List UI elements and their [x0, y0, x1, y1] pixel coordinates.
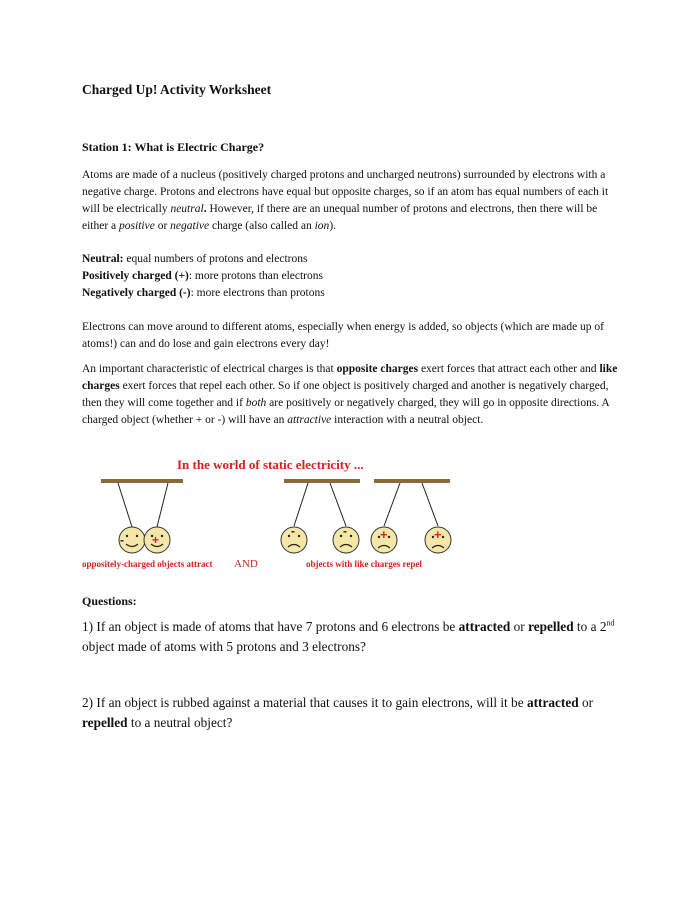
text-run: An important characteristic of electrical charges is that: [82, 363, 337, 375]
text-run: to a neutral object?: [127, 715, 233, 730]
charged-ball-negative: [281, 524, 307, 553]
definition-term: Positively charged (+): [82, 270, 189, 282]
charges-paragraph: [82, 361, 622, 429]
definition-text: : more protons than electrons: [188, 270, 323, 282]
questions-heading: Questions:: [82, 594, 137, 608]
charged-ball-negative: [119, 527, 145, 553]
text-run: 2) If an object is rubbed against a material that causes it to gain electrons, will it be: [82, 695, 527, 710]
station-heading: Station 1: What is Electric Charge?: [82, 140, 265, 154]
caption-attract: oppositely-charged objects attract: [82, 559, 213, 569]
page-title: Charged Up! Activity Worksheet: [82, 82, 272, 97]
definition-text: equal numbers of protons and electrons: [123, 253, 308, 265]
emphasis-positive: positive: [119, 220, 155, 232]
charge-sign: +: [380, 527, 388, 542]
text-run: to a 2: [573, 619, 607, 634]
definition-neutral: [82, 251, 325, 268]
emphasis-like-charges: like charges: [82, 363, 618, 392]
definition-negative: [82, 285, 325, 302]
text-run: or: [154, 220, 171, 232]
text-run: Atoms are made of a nucleus (positively charged protons and uncharged neutrons) surrounded by electrons with a negative charge. Protons and electrons have equal but opposite charges, so if an atom has equal numbers of each it will be electrically: [82, 169, 609, 215]
question-1: [82, 617, 622, 657]
text-run: exert forces that repel each other. So if one object is positively charged and another is negatively charged, then they will come together and if: [82, 380, 609, 409]
charge-sign: +: [434, 527, 442, 542]
emphasis-repelled: repelled: [528, 619, 574, 634]
charge-sign: -: [291, 524, 295, 538]
pendulum-string: [157, 483, 168, 527]
electrons-paragraph: Electrons can move around to different atoms, especially when energy is added, so objects (which are made up of atoms!) can and do lose and gain electrons every day!: [82, 321, 605, 350]
support-bar-middle: [284, 479, 360, 483]
text-run: are positively or negatively charged, they will go in opposite directions. A charged object (whether + or -) will have an: [82, 397, 610, 426]
emphasis-both: both: [245, 397, 267, 409]
pendulum-string: [422, 483, 438, 526]
pendulum-string: [118, 483, 132, 527]
intro-paragraph: [82, 167, 622, 235]
support-bar-left: [101, 479, 183, 483]
emphasis-neutral: neutral: [170, 203, 204, 215]
emphasis-attracted: attracted: [458, 619, 511, 634]
charge-sign: +: [152, 533, 160, 547]
period: .: [203, 203, 207, 215]
definition-term: Neutral:: [82, 253, 124, 265]
charged-ball-positive: [425, 527, 451, 553]
static-electricity-figure: [82, 456, 502, 576]
definition-text: : more electrons than protons: [190, 287, 325, 299]
charged-ball-positive: [144, 527, 170, 553]
emphasis-attracted: attracted: [526, 695, 579, 710]
text-run: 1) If an object is made of atoms that have 7 protons and 6 electrons be: [82, 619, 459, 634]
emphasis-attractive: attractive: [287, 414, 332, 426]
emphasis-repelled: repelled: [82, 715, 128, 730]
charge-sign: -: [343, 524, 347, 538]
support-bar-right: [374, 479, 450, 483]
question-2: [82, 693, 622, 733]
emphasis-negative: negative: [170, 220, 210, 232]
text-run: ).: [329, 220, 337, 232]
definition-positive: [82, 268, 325, 285]
definitions-list: [82, 251, 325, 302]
emphasis-opposite-charges: opposite charges: [336, 363, 419, 375]
text-run: charge (also called an: [209, 220, 315, 232]
text-run: object made of atoms with 5 protons and 3 electrons?: [82, 639, 366, 654]
charge-sign: -: [120, 533, 124, 547]
figure-title: In the world of static electricity ...: [177, 457, 364, 472]
charged-ball-positive: [371, 527, 397, 553]
caption-repel: objects with like charges repel: [306, 559, 422, 569]
definition-term: Negatively charged (-): [82, 287, 191, 299]
ordinal-suffix: nd: [606, 618, 615, 628]
text-run: exert forces that attract each other and: [418, 363, 600, 375]
text-run: or: [510, 619, 529, 634]
pendulum-string: [384, 483, 400, 526]
text-run: interaction with a neutral object.: [331, 414, 484, 426]
text-run: However, if there are an unequal number of protons and electrons, then there will be either a: [82, 203, 598, 232]
pendulum-string: [294, 483, 308, 526]
text-run: or: [578, 695, 594, 710]
charged-ball-negative: [333, 524, 359, 553]
pendulum-string: [330, 483, 346, 526]
caption-and: AND: [234, 558, 258, 570]
emphasis-ion: ion: [314, 220, 330, 232]
